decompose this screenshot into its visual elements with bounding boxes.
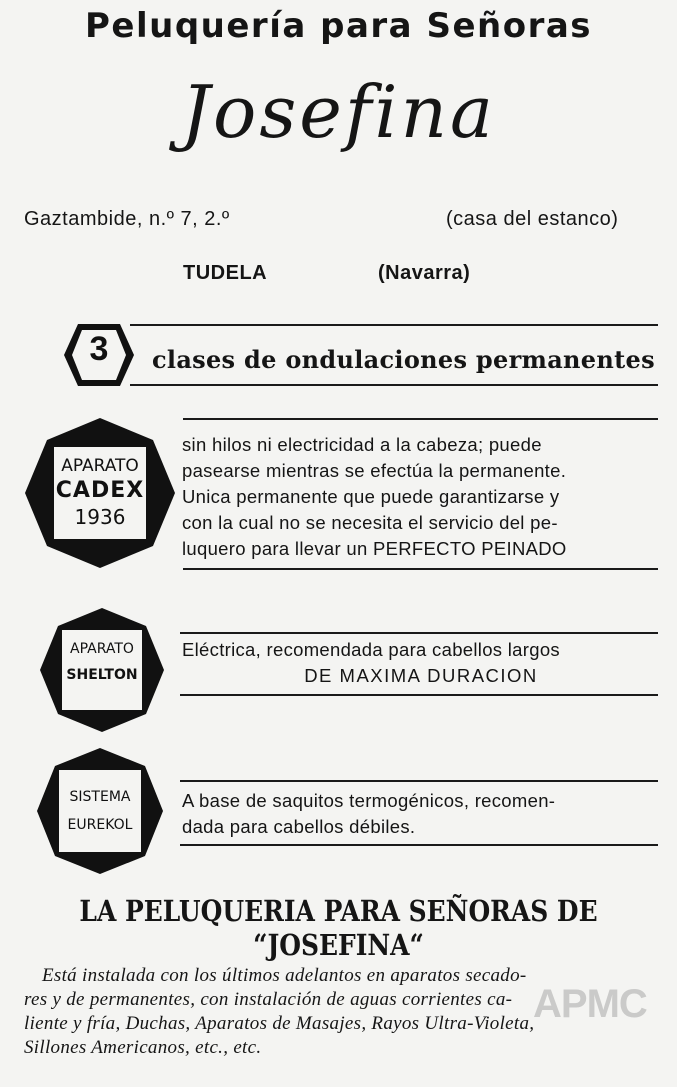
- description-line: dada para cabellos débiles.: [182, 816, 416, 837]
- description-line: pasearse mientras se efectúa la permanente.: [182, 460, 567, 481]
- number-badge-value: 3: [89, 330, 109, 368]
- description-line: DE MAXIMA DURACION: [304, 665, 538, 686]
- city: TUDELA: [183, 262, 268, 284]
- rule-bottom: [130, 384, 658, 386]
- address: Gaztambide, n.º 7, 2.º: [24, 208, 230, 230]
- footer-title: LA PELUQUERIA PARA SEÑORAS DE “JOSEFINA“: [79, 894, 598, 962]
- footer-line: liente y fría, Duchas, Aparatos de Masajes, Rayos Ultra-Violeta,: [24, 1013, 535, 1034]
- badge-label-eurekol: [59, 783, 141, 839]
- rule-top: [180, 632, 658, 634]
- description-line: con la cual no se necesita el servicio del pe-: [182, 512, 558, 533]
- footer-line: res y de permanentes, con instalación de aguas corrientes ca-: [24, 989, 513, 1010]
- badge-line: APARATO: [61, 456, 139, 476]
- description-shelton: [182, 637, 660, 689]
- badge-label-shelton: [62, 636, 142, 688]
- brand-name: Josefina: [181, 70, 496, 154]
- description-cadex: [182, 432, 662, 562]
- rule-top: [180, 780, 658, 782]
- watermark: APMC: [533, 982, 647, 1026]
- rule-top: [130, 324, 658, 326]
- badge-line: SISTEMA: [69, 789, 131, 805]
- description-line: Eléctrica, recomendada para cabellos largos: [182, 639, 560, 660]
- badge-label-cadex: [54, 456, 146, 530]
- description-line: A base de saquitos termogénicos, recomen-: [182, 790, 556, 811]
- address-note: (casa del estanco): [446, 208, 619, 230]
- rule-top: [183, 418, 658, 420]
- description-line: Unica permanente que puede garantizarse y: [182, 486, 560, 507]
- region: (Navarra): [378, 262, 471, 284]
- badge-line: SHELTON: [66, 667, 138, 683]
- badge-line: 1936: [74, 504, 126, 529]
- badge-line: EUREKOL: [67, 817, 133, 833]
- description-eurekol: [182, 788, 660, 840]
- badge-line: CADEX: [55, 478, 145, 504]
- footer-line: Está instalada con los últimos adelantos en aparatos secado-: [42, 965, 527, 986]
- page-title: Peluquería para Señoras: [84, 6, 593, 46]
- description-line: sin hilos ni electricidad a la cabeza; puede: [182, 434, 542, 455]
- badge-line: APARATO: [70, 641, 134, 657]
- rule-bottom: [180, 844, 658, 846]
- rule-bottom: [183, 568, 658, 570]
- description-line: luquero para llevar un PERFECTO PEINADO: [182, 538, 567, 559]
- footer-line: Sillones Americanos, etc., etc.: [24, 1037, 262, 1058]
- intro-text: clases de ondulaciones permanentes: [152, 345, 655, 374]
- rule-bottom: [180, 694, 658, 696]
